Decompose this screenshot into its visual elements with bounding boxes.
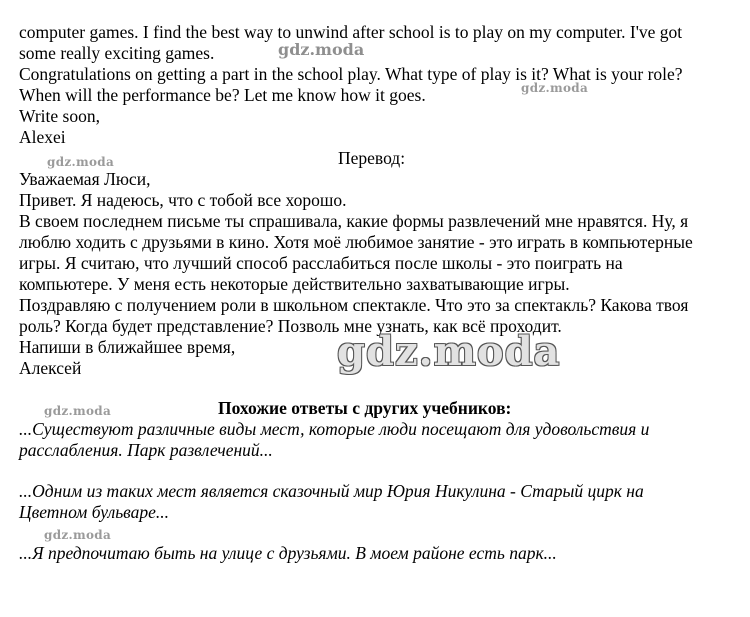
similar-answer-2-line-2[interactable]: Цветном бульваре... — [19, 502, 170, 522]
watermark: gdz.moda — [44, 404, 112, 418]
translation-line-6: компьютере. У меня есть некоторые действительно захватывающие игры. — [19, 274, 570, 294]
translation-line-5: игры. Я считаю, что лучший способ расслабиться после школы - это поиграть на — [19, 253, 623, 273]
translation-heading: Перевод: — [338, 148, 406, 168]
letter-signature: Alexei — [19, 127, 66, 147]
letter-line-2: some really exciting games. — [19, 43, 215, 63]
letter-line-1: computer games. I find the best way to unwind after school is to play on my computer. I've got — [19, 22, 683, 42]
translation-line-7: Поздравляю с получением роли в школьном спектакле. Что это за спектакль? Какова твоя — [19, 295, 689, 315]
similar-answer-1-line-1[interactable]: ...Существуют различные виды мест, которые люди посещают для удовольствия и — [19, 419, 650, 439]
translation-line-1: Уважаемая Люси, — [19, 169, 151, 189]
translation-closing: Напиши в ближайшее время, — [19, 337, 236, 357]
watermark: gdz.moda — [521, 81, 589, 95]
watermark: gdz.moda — [337, 328, 561, 375]
watermark: gdz.moda — [47, 155, 115, 169]
similar-answer-3-line-1[interactable]: ...Я предпочитаю быть на улице с друзьями. В моем районе есть парк... — [19, 543, 557, 563]
similar-answer-2-line-1[interactable]: ...Одним из таких мест является сказочный мир Юрия Никулина - Старый цирк на — [19, 481, 644, 501]
translation-line-3: В своем последнем письме ты спрашивала, какие формы развлечений мне нравятся. Ну, я — [19, 211, 689, 231]
translation-line-2: Привет. Я надеюсь, что с тобой все хорошо. — [19, 190, 347, 210]
similar-answers-heading: Похожие ответы с других учебников: — [218, 398, 512, 418]
watermark: gdz.moda — [278, 40, 365, 59]
translation-line-8: роль? Когда будет представление? Позволь мне узнать, как всё проходит. — [19, 316, 562, 336]
letter-line-4: When will the performance be? Let me know how it goes. — [19, 85, 426, 105]
watermark: gdz.moda — [44, 528, 112, 542]
letter-line-3: Congratulations on getting a part in the school play. What type of play is it? What is your role? — [19, 64, 683, 84]
translation-line-4: люблю ходить с друзьями в кино. Хотя моё любимое занятие - это играть в компьютерные — [19, 232, 693, 252]
similar-answer-1-line-2[interactable]: расслабления. Парк развлечений... — [19, 440, 273, 460]
letter-closing: Write soon, — [19, 106, 100, 126]
translation-signature: Алексей — [19, 358, 82, 378]
